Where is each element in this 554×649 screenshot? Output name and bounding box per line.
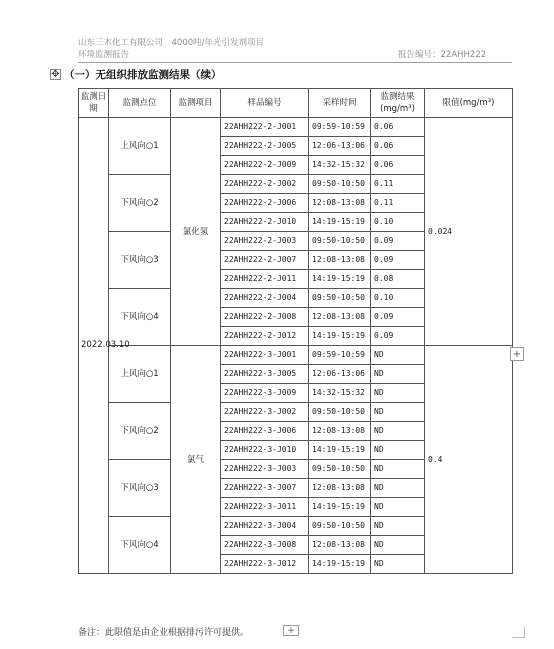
cell-sampling-time: 14:19-15:19 bbox=[309, 270, 371, 289]
add-column-icon[interactable]: + bbox=[283, 625, 299, 636]
cell-sampling-time: 09:50-10:50 bbox=[309, 460, 371, 479]
cell-sampling-time: 09:50-10:50 bbox=[309, 175, 371, 194]
cell-sampling-time: 14:19-15:19 bbox=[309, 441, 371, 460]
cell-sample-id: 22AHH222-2-J010 bbox=[221, 213, 309, 232]
cell-sample-id: 22AHH222-3-J009 bbox=[221, 384, 309, 403]
header-report-type: 环境监测报告 bbox=[78, 50, 130, 60]
cell-sampling-time: 12:08-13:08 bbox=[309, 479, 371, 498]
cell-sampling-time: 14:32-15:32 bbox=[309, 156, 371, 175]
cell-sample-id: 22AHH222-3-J007 bbox=[221, 479, 309, 498]
cell-sampling-time: 12:08-13:08 bbox=[309, 308, 371, 327]
cell-sample-id: 22AHH222-2-J009 bbox=[221, 156, 309, 175]
cell-sampling-time: 12:06-13:06 bbox=[309, 365, 371, 384]
cell-sample-id: 22AHH222-2-J004 bbox=[221, 289, 309, 308]
table-row bbox=[79, 118, 513, 137]
cell-sample-id: 22AHH222-2-J011 bbox=[221, 270, 309, 289]
cell-sampling-time: 09:50-10:50 bbox=[309, 289, 371, 308]
footnote: 备注：此限值是由企业根据排污许可提供。 bbox=[78, 628, 250, 638]
cell-result: 0.11 bbox=[371, 175, 425, 194]
cell-point: 下风向○3 bbox=[109, 232, 171, 289]
cell-point: 下风向○4 bbox=[109, 289, 171, 346]
cell-sampling-time: 09:59-10:59 bbox=[309, 346, 371, 365]
cell-sample-id: 22AHH222-3-J002 bbox=[221, 403, 309, 422]
cell-point: 下风向○3 bbox=[109, 460, 171, 517]
page-corner-mark bbox=[512, 627, 525, 638]
cell-result: ND bbox=[371, 384, 425, 403]
cell-result: 0.10 bbox=[371, 289, 425, 308]
cell-result: 0.09 bbox=[371, 327, 425, 346]
cell-sampling-time: 09:50-10:50 bbox=[309, 403, 371, 422]
cell-result: ND bbox=[371, 365, 425, 384]
cell-sample-id: 22AHH222-2-J012 bbox=[221, 327, 309, 346]
table-row bbox=[79, 346, 513, 365]
cell-sample-id: 22AHH222-3-J001 bbox=[221, 346, 309, 365]
table-header-row bbox=[79, 89, 513, 118]
cell-point: 下风向○2 bbox=[109, 175, 171, 232]
col-header-result: 监测结果(mg/m³) bbox=[371, 89, 425, 118]
table-move-handle-icon[interactable]: ✥ bbox=[51, 69, 60, 80]
cell-result: 0.06 bbox=[371, 137, 425, 156]
cell-sampling-time: 12:08-13:08 bbox=[309, 194, 371, 213]
cell-result: 0.09 bbox=[371, 251, 425, 270]
cell-result: ND bbox=[371, 555, 425, 574]
cell-result: 0.08 bbox=[371, 270, 425, 289]
cell-sampling-time: 12:08-13:08 bbox=[309, 251, 371, 270]
monitoring-results-table bbox=[78, 88, 513, 574]
cell-result: 0.10 bbox=[371, 213, 425, 232]
cell-sample-id: 22AHH222-3-J005 bbox=[221, 365, 309, 384]
cell-sample-id: 22AHH222-3-J012 bbox=[221, 555, 309, 574]
cell-result: 0.06 bbox=[371, 156, 425, 175]
cell-result: ND bbox=[371, 517, 425, 536]
cell-result: 0.11 bbox=[371, 194, 425, 213]
cell-sample-id: 22AHH222-3-J010 bbox=[221, 441, 309, 460]
col-header-date: 监测日期 bbox=[79, 89, 109, 118]
cell-sampling-time: 09:50-10:50 bbox=[309, 232, 371, 251]
cell-sampling-time: 12:08-13:08 bbox=[309, 422, 371, 441]
cell-point: 上风向○1 bbox=[109, 118, 171, 175]
cell-point: 下风向○4 bbox=[109, 517, 171, 574]
cell-sampling-time: 14:19-15:19 bbox=[309, 555, 371, 574]
add-row-icon[interactable]: + bbox=[510, 347, 524, 361]
cell-result: ND bbox=[371, 441, 425, 460]
cell-result: 0.06 bbox=[371, 118, 425, 137]
cell-result: ND bbox=[371, 403, 425, 422]
cell-point: 上风向○1 bbox=[109, 346, 171, 403]
cell-sample-id: 22AHH222-3-J008 bbox=[221, 536, 309, 555]
cell-sample-id: 22AHH222-3-J006 bbox=[221, 422, 309, 441]
cell-sample-id: 22AHH222-2-J007 bbox=[221, 251, 309, 270]
cell-result: ND bbox=[371, 498, 425, 517]
cell-sample-id: 22AHH222-2-J006 bbox=[221, 194, 309, 213]
cell-sample-id: 22AHH222-2-J001 bbox=[221, 118, 309, 137]
cell-item: 氯化氢 bbox=[171, 118, 221, 346]
cell-sampling-time: 12:08-13:08 bbox=[309, 536, 371, 555]
cell-result: 0.09 bbox=[371, 308, 425, 327]
cell-point: 下风向○2 bbox=[109, 403, 171, 460]
header-divider bbox=[78, 62, 512, 63]
cell-sample-id: 22AHH222-2-J002 bbox=[221, 175, 309, 194]
cell-sampling-time: 14:32-15:32 bbox=[309, 384, 371, 403]
header-company: 山东三木化工有限公司 4000吨/年光引发剂项目 bbox=[78, 38, 264, 48]
cell-sample-id: 22AHH222-3-J011 bbox=[221, 498, 309, 517]
col-header-point: 监测点位 bbox=[109, 89, 171, 118]
cell-result: ND bbox=[371, 422, 425, 441]
cell-sample-id: 22AHH222-3-J003 bbox=[221, 460, 309, 479]
cell-sample-id: 22AHH222-2-J005 bbox=[221, 137, 309, 156]
col-header-limit: 限值(mg/m³) bbox=[425, 89, 513, 118]
col-header-item: 监测项目 bbox=[171, 89, 221, 118]
cell-sampling-time: 14:19-15:19 bbox=[309, 327, 371, 346]
cell-sampling-time: 09:59-10:59 bbox=[309, 118, 371, 137]
cell-sampling-time: 14:19-15:19 bbox=[309, 498, 371, 517]
cell-sample-id: 22AHH222-2-J003 bbox=[221, 232, 309, 251]
cell-sampling-time: 12:06-13:06 bbox=[309, 137, 371, 156]
cell-sampling-time: 14:19-15:19 bbox=[309, 213, 371, 232]
cell-limit: 0.024 bbox=[425, 118, 513, 346]
section-title: （一）无组织排放监测结果（续） bbox=[64, 69, 222, 81]
cell-item: 氯气 bbox=[171, 346, 221, 574]
cell-result: ND bbox=[371, 460, 425, 479]
cell-limit: 0.4 bbox=[425, 346, 513, 574]
cell-result: 0.09 bbox=[371, 232, 425, 251]
cell-result: ND bbox=[371, 536, 425, 555]
cell-sample-id: 22AHH222-2-J008 bbox=[221, 308, 309, 327]
header-report-number: 报告编号：22AHH222 bbox=[398, 50, 487, 60]
cell-sample-id: 22AHH222-3-J004 bbox=[221, 517, 309, 536]
cell-date: 2022.03.10 bbox=[79, 118, 109, 574]
cell-result: ND bbox=[371, 346, 425, 365]
cell-result: ND bbox=[371, 479, 425, 498]
col-header-sample-id: 样品编号 bbox=[221, 89, 309, 118]
cell-sampling-time: 09:50-10:50 bbox=[309, 517, 371, 536]
col-header-sampling-time: 采样时间 bbox=[309, 89, 371, 118]
